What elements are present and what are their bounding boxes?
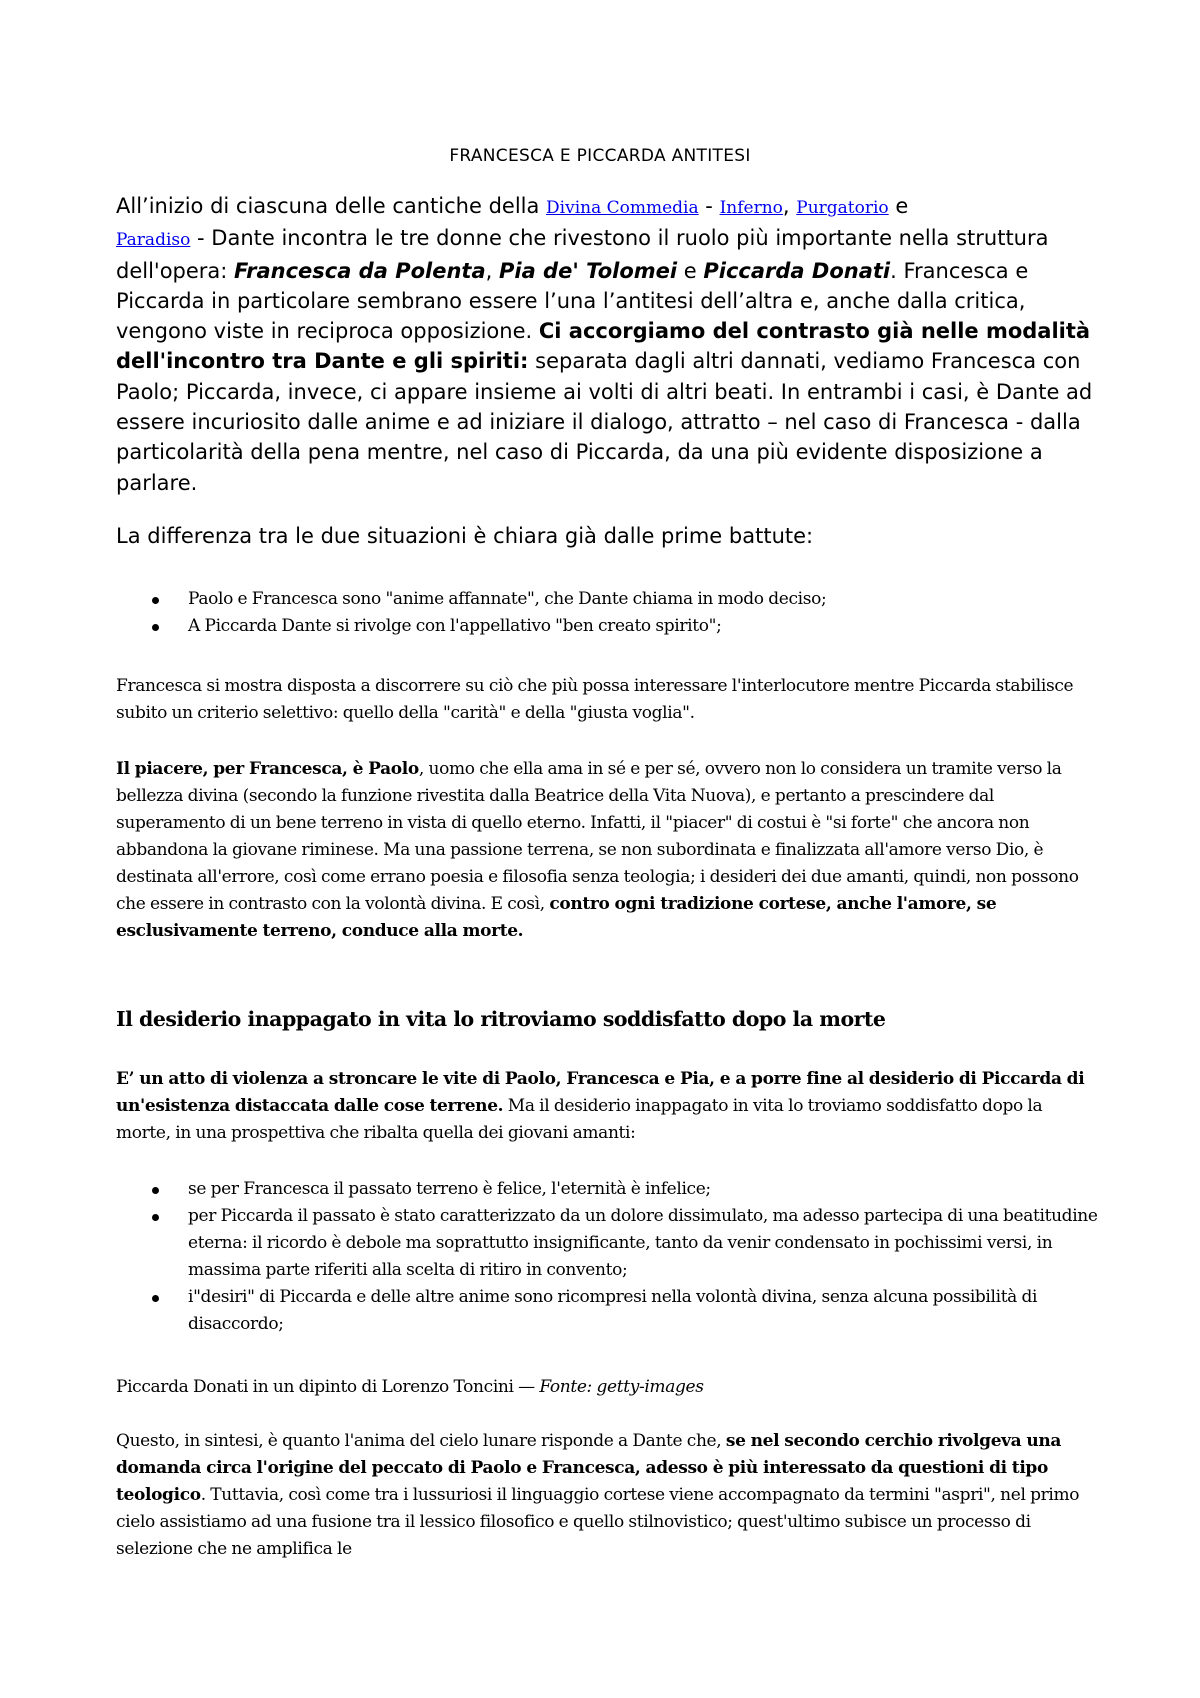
link-inferno[interactable]: Inferno <box>719 198 783 218</box>
bold-text: Il piacere, per Francesca, è Paolo <box>116 759 419 779</box>
intro-text: - Dante incontra le tre donne che rivestono il ruolo più importante nella struttura dell'opera: <box>116 226 1049 283</box>
intro-text: All’inizio di ciascuna delle cantiche della <box>116 194 547 218</box>
intro-second-line: La differenza tra le due situazioni è chiara già dalle prime battute: <box>116 524 814 548</box>
list-item: Paolo e Francesca sono "anime affannate", che Dante chiama in modo deciso; <box>116 586 1100 613</box>
link-divina-commedia[interactable]: Divina Commedia <box>546 198 699 218</box>
intro-text: , <box>782 194 797 218</box>
name-francesca: Francesca da Polenta <box>234 258 486 283</box>
link-purgatorio[interactable]: Purgatorio <box>796 198 889 218</box>
list-item: A Piccarda Dante si rivolge con l'appellativo "ben creato spirito"; <box>116 613 1100 640</box>
link-paradiso[interactable]: Paradiso <box>116 230 191 251</box>
paragraph-francesca-piccarda: Francesca si mostra disposta a discorrere su ciò che più possa interessare l'interlocutore mentre Piccarda stabilisce subito un criterio selettivo: quello della "carità" e della "giusta voglia". <box>116 676 1074 723</box>
name-piccarda: Piccarda Donati <box>703 258 891 283</box>
intro-bold-statement: Ci accorgiamo del contrasto già nelle modalità dell'incontro tra Dante e gli spiriti: <box>116 319 1091 374</box>
comparison-list <box>116 586 1100 640</box>
paragraph-sintesi <box>116 1428 1100 1563</box>
list-item: se per Francesca il passato terreno è felice, l'eternità è infelice; <box>116 1176 1100 1203</box>
list-item: per Piccarda il passato è stato caratterizzato da un dolore dissimulato, ma adesso partecipa di una beatitudine eterna: il ricordo è debole ma soprattutto insignificante, tanto da venir condensato in pochissimi versi, in massima parte riferiti alla scelta di ritiro in convento; <box>116 1203 1100 1284</box>
paragraph-violenza <box>116 1066 1100 1147</box>
bold-text: se nel secondo cerchio rivolgeva una domanda circa l'origine del peccato di Paolo e Francesca, adesso è più interessato da questioni di tipo teologico <box>116 1431 1062 1505</box>
name-pia: Pia de' Tolomei <box>498 258 678 283</box>
body-text: Ma il desiderio inappagato in vita lo troviamo soddisfatto dopo la morte, in una prospettiva che ribalta quella dei giovani amanti: <box>116 1096 1043 1143</box>
desire-list <box>116 1176 1100 1338</box>
intro-text: - <box>698 194 720 218</box>
section-heading: Il desiderio inappagato in vita lo ritroviamo soddisfatto dopo la morte <box>116 1007 886 1031</box>
caption-text: Piccarda Donati in un dipinto di Lorenzo Toncini — <box>116 1377 540 1397</box>
caption-source: Fonte: getty-images <box>539 1377 704 1397</box>
paragraph-piacere <box>116 756 1100 945</box>
image-caption <box>116 1374 1100 1401</box>
list-item: i"desiri" di Piccarda e delle altre anime sono ricompresi nella volontà divina, senza alcuna possibilità di disaccordo; <box>116 1284 1100 1338</box>
intro-text: , <box>485 258 499 283</box>
body-text: . Tuttavia, così come tra i lussuriosi il linguaggio cortese viene accompagnato da termini "aspri", nel primo cielo assistiamo ad una fusione tra il lessico filosofico e quello stilnovistico; quest'ultimo subisce un processo di selezione che ne amplifica le <box>116 1485 1080 1559</box>
intro-text: separata dagli altri dannati, vediamo Francesca con Paolo; Piccarda, invece, ci appare insieme ai volti di altri beati. In entrambi i casi, è Dante ad essere incuriosito dalle anime e ad iniziare il dialogo, attratto – nel caso di Francesca - dalla particolarità della pena mentre, nel caso di Piccarda, da una più evidente disposizione a parlare. <box>116 349 1093 495</box>
intro-text: . Francesca e Piccarda in particolare sembrano essere l’una l’antitesi dell’altra e, anche dalla critica, vengono viste in reciproca opposizione. <box>116 258 1029 344</box>
intro-text: e <box>888 194 909 218</box>
body-text: , uomo che ella ama in sé e per sé, ovvero non lo considera un tramite verso la bellezza divina (secondo la funzione rivestita dalla Beatrice della Vita Nuova), e pertanto a prescindere dal superamento di un bene terreno in vista di quello eterno. Infatti, il "piacer" di costui è "si forte" che ancora non abbandona la giovane riminese. Ma una passione terrena, se non subordinata e finalizzata all'amore verso Dio, è destinata all'errore, così come errano poesia e filosofia senza teologia; i desideri dei due amanti, quindi, non possono che essere in contrasto con la volontà divina. E così, <box>116 759 1079 914</box>
bold-text: E’ un atto di violenza a stroncare le vite di Paolo, Francesca e Pia, e a porre fine al desiderio di Piccarda di un'esistenza distaccata dalle cose terrene. <box>116 1069 1085 1116</box>
body-text: Questo, in sintesi, è quanto l'anima del cielo lunare risponde a Dante che, <box>116 1431 726 1451</box>
document-title: FRANCESCA E PICCARDA ANTITESI <box>449 146 751 166</box>
bold-text: contro ogni tradizione cortese, anche l'amore, se esclusivamente terreno, conduce alla morte. <box>116 894 997 941</box>
intro-paragraph <box>116 191 1100 498</box>
intro-text: e <box>677 258 704 283</box>
